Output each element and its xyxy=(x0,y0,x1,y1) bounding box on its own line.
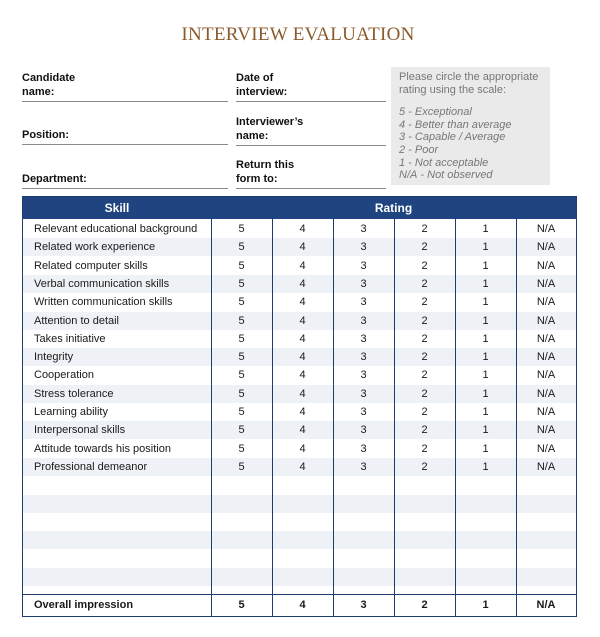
rating-option[interactable]: 3 xyxy=(360,460,367,473)
table-row xyxy=(23,257,576,275)
overall-rating-option[interactable]: N/A xyxy=(536,599,556,611)
rating-option[interactable]: N/A xyxy=(536,332,556,345)
rating-option[interactable]: 1 xyxy=(482,241,489,254)
rating-option[interactable]: 5 xyxy=(238,351,245,364)
blank-cell xyxy=(23,476,211,494)
rating-option[interactable]: 4 xyxy=(299,259,306,272)
rating-option[interactable]: 2 xyxy=(421,406,428,418)
table-row xyxy=(23,421,576,439)
rating-option[interactable]: 1 xyxy=(482,259,489,272)
skill-name: Integrity xyxy=(34,351,74,364)
skill-name: Verbal communication skills xyxy=(34,277,170,290)
blank-cell xyxy=(455,531,516,549)
rating-option[interactable]: N/A xyxy=(536,369,556,382)
rating-option[interactable]: 4 xyxy=(299,442,306,455)
table-header xyxy=(23,197,576,219)
rating-option[interactable]: 1 xyxy=(482,351,489,364)
table-row xyxy=(23,568,576,586)
table-row xyxy=(23,495,576,513)
rating-option[interactable]: 3 xyxy=(360,241,367,254)
blank-cell xyxy=(211,476,272,494)
column-divider xyxy=(455,219,456,616)
candidate-name-field[interactable] xyxy=(22,71,228,102)
interview-date-label-2: interview: xyxy=(236,86,288,98)
column-divider xyxy=(211,219,212,616)
rating-option[interactable]: 1 xyxy=(482,314,489,327)
skill-name: Stress tolerance xyxy=(34,387,114,400)
rating-option[interactable]: 3 xyxy=(360,406,367,418)
rating-option[interactable]: 4 xyxy=(299,406,306,418)
blank-cell xyxy=(394,549,455,567)
rating-option[interactable]: N/A xyxy=(536,296,556,309)
rating-option[interactable]: 3 xyxy=(360,277,367,290)
rating-option[interactable]: N/A xyxy=(536,314,556,327)
overall-rating-option[interactable]: 2 xyxy=(421,599,428,611)
skill-name: Learning ability xyxy=(34,406,108,418)
rating-option[interactable]: 1 xyxy=(482,296,489,309)
department-field[interactable] xyxy=(22,172,228,189)
evaluation-table xyxy=(22,196,577,617)
return-form-field[interactable] xyxy=(236,158,386,189)
blank-cell xyxy=(272,495,333,513)
column-divider xyxy=(272,219,273,616)
rating-option[interactable]: 4 xyxy=(299,241,306,254)
rating-option[interactable]: N/A xyxy=(536,406,556,418)
rating-option[interactable]: 4 xyxy=(299,351,306,364)
table-row xyxy=(23,220,576,238)
return-form-label: Return this xyxy=(236,159,295,171)
rating-option[interactable]: 5 xyxy=(238,424,245,437)
rating-option[interactable]: 3 xyxy=(360,223,367,235)
overall-rating-option[interactable]: 4 xyxy=(299,599,306,611)
rating-option[interactable]: 5 xyxy=(238,296,245,309)
rating-scale-box xyxy=(391,67,550,185)
table-row xyxy=(23,531,576,549)
candidate-name-label: Candidate xyxy=(22,72,76,84)
interviewer-name-label: Interviewer’s xyxy=(236,116,304,128)
rating-option[interactable]: 5 xyxy=(238,442,245,455)
blank-cell xyxy=(394,476,455,494)
rating-option[interactable]: 2 xyxy=(421,387,428,400)
blank-cell xyxy=(516,513,576,531)
overall-rating-option[interactable]: 3 xyxy=(360,599,367,611)
rating-option[interactable]: 5 xyxy=(238,406,245,418)
rating-option[interactable]: 2 xyxy=(421,460,428,473)
interview-date-field[interactable] xyxy=(236,71,386,102)
candidate-name-label-2: name: xyxy=(22,86,55,98)
blank-cell xyxy=(516,476,576,494)
skill-name: Cooperation xyxy=(34,369,94,382)
skill-name: Related work experience xyxy=(34,241,156,254)
form-title: INTERVIEW EVALUATION xyxy=(181,24,415,45)
skill-name: Attention to detail xyxy=(34,314,120,327)
rating-option[interactable]: N/A xyxy=(536,259,556,272)
blank-cell xyxy=(272,513,333,531)
blank-cell xyxy=(272,568,333,586)
skill-name: Written communication skills xyxy=(34,296,173,309)
blank-cell xyxy=(394,531,455,549)
scale-item: 5 - Exceptional xyxy=(399,106,472,118)
blank-cell xyxy=(23,531,211,549)
rating-option[interactable]: N/A xyxy=(536,277,556,290)
blank-cell xyxy=(333,549,394,567)
rating-option[interactable]: 1 xyxy=(482,406,489,418)
table-row xyxy=(23,366,576,384)
blank-cell xyxy=(333,568,394,586)
blank-cell xyxy=(455,549,516,567)
rating-option[interactable]: 5 xyxy=(238,314,245,327)
department-label: Department: xyxy=(22,173,87,185)
rating-option[interactable]: 3 xyxy=(360,424,367,437)
overall-impression-row xyxy=(23,594,576,616)
table-row xyxy=(23,275,576,293)
rating-option[interactable]: N/A xyxy=(536,460,556,473)
blank-cell xyxy=(333,495,394,513)
rating-option[interactable]: 2 xyxy=(421,277,428,290)
rating-option[interactable]: 3 xyxy=(360,351,367,364)
position-label: Position: xyxy=(22,129,70,141)
scale-instruction: Please circle the appropriate rating using the scale: xyxy=(399,71,539,96)
rating-option[interactable]: 4 xyxy=(299,332,306,345)
rating-option[interactable]: 1 xyxy=(482,369,489,382)
blank-cell xyxy=(394,495,455,513)
skill-name: Professional demeanor xyxy=(34,460,148,473)
rating-option[interactable]: 3 xyxy=(360,296,367,309)
blank-cell xyxy=(516,495,576,513)
blank-cell xyxy=(272,531,333,549)
rating-option[interactable]: 4 xyxy=(299,277,306,290)
return-form-label-2: form to: xyxy=(236,173,278,185)
rating-option[interactable]: 3 xyxy=(360,369,367,382)
skill-name: Takes initiative xyxy=(34,332,106,345)
skill-name: Attitude towards his position xyxy=(34,442,171,455)
rating-option[interactable]: 5 xyxy=(238,387,245,400)
rating-option[interactable]: 4 xyxy=(299,296,306,309)
overall-rating-option[interactable]: 5 xyxy=(238,599,245,611)
blank-cell xyxy=(516,568,576,586)
rating-option[interactable]: 2 xyxy=(421,332,428,345)
rating-option[interactable]: N/A xyxy=(536,442,556,455)
skill-name: Relevant educational background xyxy=(34,223,198,235)
blank-cell xyxy=(211,531,272,549)
rating-option[interactable]: 3 xyxy=(360,387,367,400)
blank-cell xyxy=(333,476,394,494)
blank-cell xyxy=(455,513,516,531)
table-row xyxy=(23,458,576,476)
rating-option[interactable]: 2 xyxy=(421,351,428,364)
skill-header: Skill xyxy=(104,201,130,215)
blank-cell xyxy=(272,549,333,567)
blank-cell xyxy=(23,495,211,513)
table-row xyxy=(23,513,576,531)
rating-option[interactable]: N/A xyxy=(536,424,556,437)
rating-option[interactable]: 2 xyxy=(421,296,428,309)
blank-cell xyxy=(211,513,272,531)
rating-option[interactable]: 4 xyxy=(299,460,306,473)
rating-option[interactable]: 4 xyxy=(299,314,306,327)
blank-cell xyxy=(23,549,211,567)
rating-option[interactable]: 1 xyxy=(482,424,489,437)
rating-option[interactable]: N/A xyxy=(536,241,556,254)
rating-option[interactable]: 2 xyxy=(421,369,428,382)
blank-cell xyxy=(23,513,211,531)
rating-option[interactable]: 5 xyxy=(238,332,245,345)
rating-option[interactable]: N/A xyxy=(536,351,556,364)
table-row xyxy=(23,312,576,330)
overall-rating-option[interactable]: 1 xyxy=(482,599,489,611)
blank-cell xyxy=(455,495,516,513)
interview-date-label: Date of xyxy=(236,72,274,84)
blank-cell xyxy=(211,568,272,586)
rating-option[interactable]: 3 xyxy=(360,259,367,272)
column-divider xyxy=(394,219,395,616)
table-row xyxy=(23,293,576,311)
column-divider xyxy=(516,219,517,616)
table-row xyxy=(23,348,576,366)
overall-impression-label: Overall impression xyxy=(34,599,134,611)
blank-cell xyxy=(23,568,211,586)
rating-option[interactable]: N/A xyxy=(536,223,556,235)
skill-name: Related computer skills xyxy=(34,259,148,272)
scale-item: 4 - Better than average xyxy=(399,119,512,131)
blank-cell xyxy=(394,513,455,531)
rating-option[interactable]: 2 xyxy=(421,223,428,235)
rating-option[interactable]: 2 xyxy=(421,259,428,272)
rating-option[interactable]: 4 xyxy=(299,369,306,382)
rating-option[interactable]: 2 xyxy=(421,424,428,437)
blank-cell xyxy=(455,476,516,494)
interviewer-name-label-2: name: xyxy=(236,130,269,142)
rating-option[interactable]: N/A xyxy=(536,387,556,400)
rating-option[interactable]: 1 xyxy=(482,460,489,473)
rating-option[interactable]: 5 xyxy=(238,223,245,235)
rating-option[interactable]: 5 xyxy=(238,369,245,382)
rating-option[interactable]: 2 xyxy=(421,314,428,327)
blank-cell xyxy=(333,531,394,549)
blank-cell xyxy=(211,495,272,513)
rating-option[interactable]: 5 xyxy=(238,277,245,290)
table-row xyxy=(23,330,576,348)
rating-option[interactable]: 1 xyxy=(482,223,489,235)
scale-item: N/A - Not observed xyxy=(399,169,493,181)
interviewer-name-field[interactable] xyxy=(236,115,386,146)
scale-item: 2 - Poor xyxy=(399,144,439,156)
blank-cell xyxy=(516,531,576,549)
table-row xyxy=(23,385,576,403)
rating-header: Rating xyxy=(374,201,413,215)
rating-option[interactable]: 1 xyxy=(482,277,489,290)
rating-option[interactable]: 4 xyxy=(299,223,306,235)
rating-option[interactable]: 1 xyxy=(482,332,489,345)
position-field[interactable] xyxy=(22,128,228,145)
blank-cell xyxy=(211,549,272,567)
rating-option[interactable]: 3 xyxy=(360,442,367,455)
blank-cell xyxy=(394,568,455,586)
blank-cell xyxy=(455,568,516,586)
table-row xyxy=(23,238,576,256)
rating-option[interactable]: 3 xyxy=(360,332,367,345)
rating-option[interactable]: 2 xyxy=(421,241,428,254)
table-row xyxy=(23,403,576,421)
blank-cell xyxy=(272,476,333,494)
table-row xyxy=(23,440,576,458)
blank-cell xyxy=(516,549,576,567)
table-row xyxy=(23,549,576,567)
scale-item: 1 - Not acceptable xyxy=(399,157,489,169)
column-divider xyxy=(333,219,334,616)
rating-option[interactable]: 3 xyxy=(360,314,367,327)
rating-option[interactable]: 5 xyxy=(238,259,245,272)
skill-name: Interpersonal skills xyxy=(34,424,126,437)
rating-option[interactable]: 4 xyxy=(299,387,306,400)
rating-option[interactable]: 1 xyxy=(482,442,489,455)
blank-cell xyxy=(333,513,394,531)
rating-option[interactable]: 5 xyxy=(238,241,245,254)
rating-option[interactable]: 1 xyxy=(482,387,489,400)
rating-option[interactable]: 4 xyxy=(299,424,306,437)
table-row xyxy=(23,476,576,494)
scale-item: 3 - Capable / Average xyxy=(399,131,506,143)
rating-option[interactable]: 5 xyxy=(238,460,245,473)
rating-option[interactable]: 2 xyxy=(421,442,428,455)
